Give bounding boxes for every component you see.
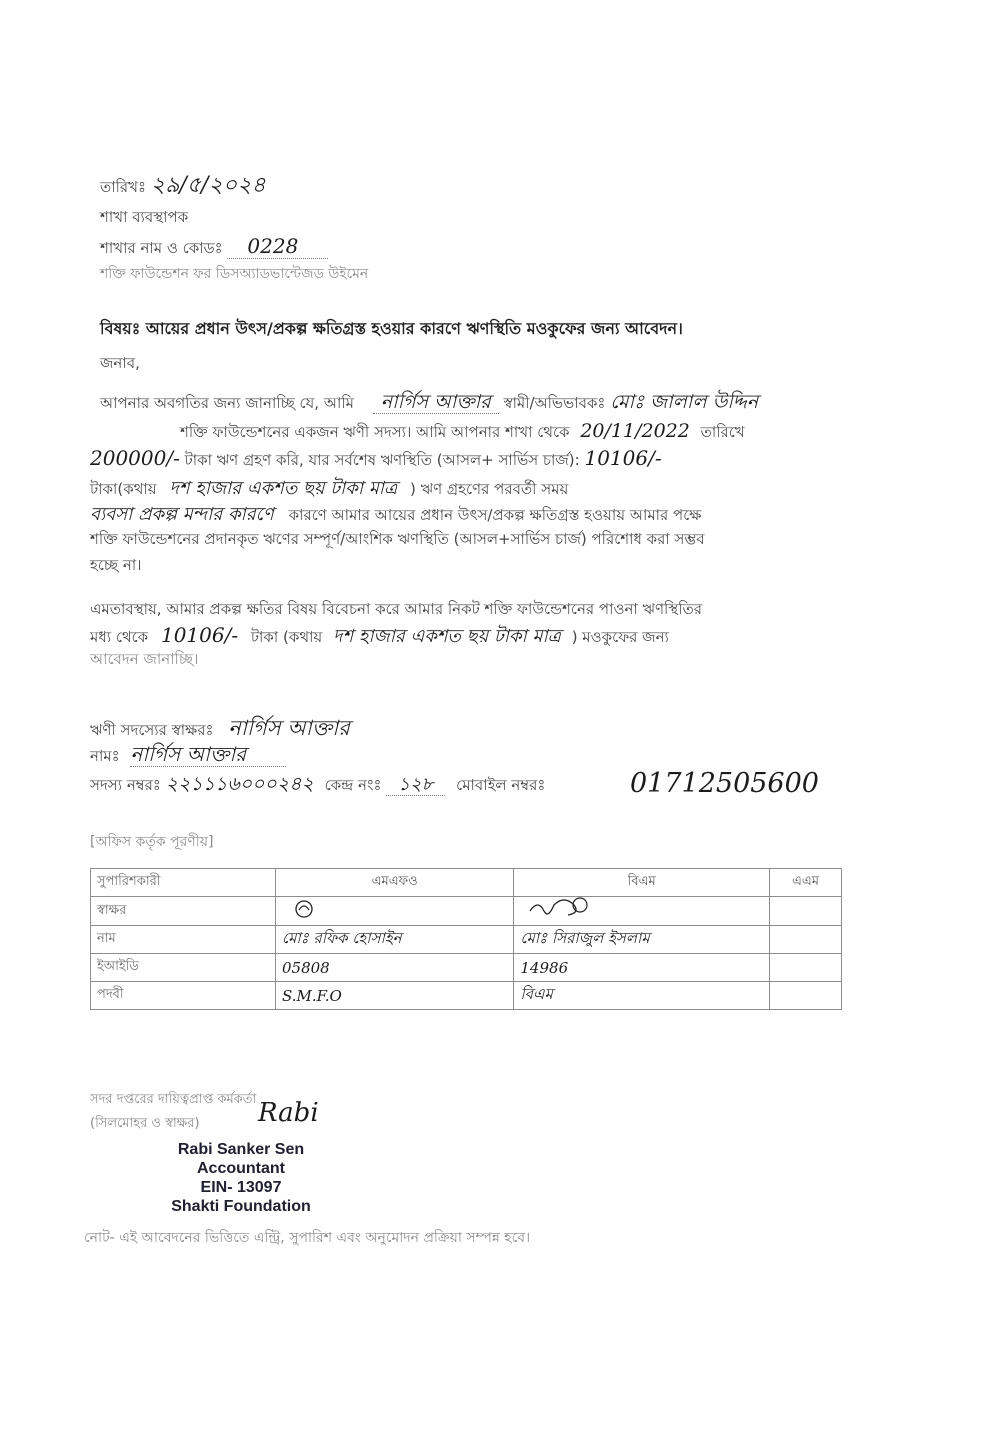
office-note: [অফিস কর্তৃক পূরণীয়] — [90, 834, 214, 850]
text-waive: ) মওকুফের জন্য — [571, 628, 669, 646]
body-line-1 — [100, 388, 758, 420]
branch-label: শাখার নাম ও কোডঃ — [100, 239, 223, 257]
member-name-line — [90, 740, 286, 773]
member-signature: নার্গিস আক্তার — [228, 716, 350, 740]
header-bm: বিএম — [514, 869, 770, 897]
loan-date-handwritten: 20/11/2022 — [580, 420, 690, 442]
member-name: নার্গিস আক্তার — [130, 742, 286, 767]
am-ein — [770, 954, 842, 982]
body-p2-line-3: আবেদন জানাচ্ছি। — [90, 650, 199, 668]
mfo-name: মোঃ রফিক হোসাইন — [276, 926, 514, 954]
name-label: নামঃ — [90, 747, 120, 765]
mfo-designation: S.M.F.O — [276, 982, 514, 1010]
mfo-signature-scribble — [282, 898, 342, 920]
waive-words-handwritten: দশ হাজার একশত ছয় টাকা মাত্র — [333, 626, 561, 647]
member-no-label: সদস্য নম্বরঃ — [90, 776, 161, 794]
loan-amount-handwritten: 200000/- — [90, 446, 180, 470]
date-value: ২৯/৫/২০২৪ — [150, 173, 266, 198]
member-name-handwritten: নার্গিস আক্তার — [373, 391, 499, 414]
accountant-stamp — [148, 1140, 334, 1216]
body-p2-line-1: এমতাবস্থায়, আমার প্রকল্প ক্ষতির বিষয় বিবেচনা করে আমার নিকট শক্তি ফাউন্ডেশনের পাওনা ঋণস্থিতির — [90, 600, 703, 618]
signature-label: ঋণী সদস্যের স্বাক্ষরঃ — [90, 721, 214, 739]
body-line-2 — [180, 420, 745, 446]
words-label: টাকা(কথায় — [90, 480, 157, 498]
stamp-org: Shakti Foundation — [171, 1198, 311, 1215]
branch-code: 0228 — [227, 234, 328, 259]
waive-amount-handwritten: 10106/- — [160, 623, 239, 647]
center-label: কেন্দ্র নংঃ — [324, 776, 382, 794]
table-row — [91, 897, 842, 926]
am-designation — [770, 982, 842, 1010]
footer-note: নোট- এই আবেদনের ভিত্তিতে এন্ট্রি, সুপারিশ এবং অনুমোদন প্রক্রিয়া সম্পন্ন হবে। — [84, 1230, 531, 1246]
header-mfo: এমএফও — [276, 869, 514, 897]
text-member: শক্তি ফাউন্ডেশনের একজন ঋণী সদস্য। আমি আপনার শাখা থেকে — [180, 423, 570, 441]
stamp-name: Rabi Sanker Sen — [177, 1141, 305, 1158]
subject-line: বিষয়ঃ আয়ের প্রধান উৎস/প্রকল্প ক্ষতিগ্রস্ত হওয়ার কারণে ঋণস্থিতি মওকুফের জন্য আবেদন। — [100, 319, 683, 338]
row-label: ইআইডি — [91, 954, 276, 982]
text-from: মধ্য থেকে — [90, 628, 149, 646]
approval-table — [90, 868, 842, 1010]
table-row — [91, 982, 842, 1010]
body-line-3 — [90, 446, 662, 474]
member-number-line — [90, 770, 545, 802]
accountant-signature: Rabi — [258, 1098, 319, 1128]
row-label: নাম — [91, 926, 276, 954]
mobile-number: 01712505600 — [630, 768, 819, 799]
branch-line — [100, 234, 328, 262]
bm-signature-scribble — [520, 897, 610, 921]
row-label: পদবী — [91, 982, 276, 1010]
mobile-label: মোবাইল নম্বরঃ — [456, 776, 546, 794]
text-taka: টাকা ঋণ গ্রহণ করি, যার সর্বশেষ ঋণস্থিতি (আসল+ সার্ভিস চার্জ): — [184, 451, 580, 469]
row-label: স্বাক্ষর — [91, 897, 276, 926]
accountant-line-2: (সিলমোহর ও স্বাক্ষর) — [90, 1116, 200, 1131]
mfo-signature — [276, 897, 514, 926]
text-intro: আপনার অবগতির জন্য জানাচ্ছি যে, আমি — [100, 394, 354, 412]
body-line-5 — [90, 500, 701, 531]
stamp-ein: EIN- 13097 — [200, 1179, 282, 1196]
addressee: শাখা ব্যবস্থাপক — [100, 208, 189, 226]
salutation: জনাব, — [100, 354, 140, 372]
mfo-ein: 05808 — [276, 954, 514, 982]
spouse-label: স্বামী/অভিভাবকঃ — [503, 394, 606, 412]
header-recommender: সুপারিশকারী — [91, 869, 276, 897]
table-header-row — [91, 869, 842, 897]
bm-designation: বিএম — [514, 982, 770, 1010]
bm-name: মোঃ সিরাজুল ইসলাম — [514, 926, 770, 954]
text-taka-2: টাকা (কথায় — [250, 628, 323, 646]
body-line-6: শক্তি ফাউন্ডেশনের প্রদানকৃত ঋণের সম্পূর্ণ/আংশিক ঋণস্থিতি (আসল+সার্ভিস চার্জ) পরিশোধ করা সম্ভব — [90, 530, 705, 548]
date-label: তারিখঃ — [100, 178, 146, 196]
table-row — [91, 926, 842, 954]
header-am: এএম — [770, 869, 842, 897]
text-after: ) ঋণ গ্রহণের পরবর্তী সময় — [410, 480, 569, 498]
member-number: ২২১১১৬০০০২৪২ — [165, 773, 314, 795]
stamp-title: Accountant — [197, 1160, 285, 1177]
body-line-7: হচ্ছে না। — [90, 556, 142, 574]
am-signature — [770, 897, 842, 926]
text-rest-1: কারণে আমার আয়ের প্রধান উৎস/প্রকল্প ক্ষতিগ্রস্ত হওয়ায় আমার পক্ষে — [288, 506, 702, 524]
center-number: ১২৮ — [386, 774, 445, 796]
spouse-name-handwritten: মোঃ জালাল উদ্দিন — [610, 391, 759, 413]
balance-handwritten: 10106/- — [584, 446, 662, 470]
bm-ein: 14986 — [514, 954, 770, 982]
balance-words-handwritten: দশ হাজার একশত ছয় টাকা মাত্র — [169, 478, 398, 499]
am-name — [770, 926, 842, 954]
reason-handwritten: ব্যবসা প্রকল্প মন্দার কারণে — [90, 504, 274, 525]
date-line — [100, 168, 266, 205]
table-row — [91, 954, 842, 982]
accountant-line-1: সদর দপ্তরের দায়িত্বপ্রাপ্ত কর্মকর্তা — [90, 1092, 257, 1107]
org-line: শক্তি ফাউন্ডেশন ফর ডিসঅ্যাডভান্টেজড উইমেন — [100, 266, 369, 282]
text-date-suffix: তারিখে — [700, 423, 745, 441]
bm-signature — [514, 897, 770, 926]
